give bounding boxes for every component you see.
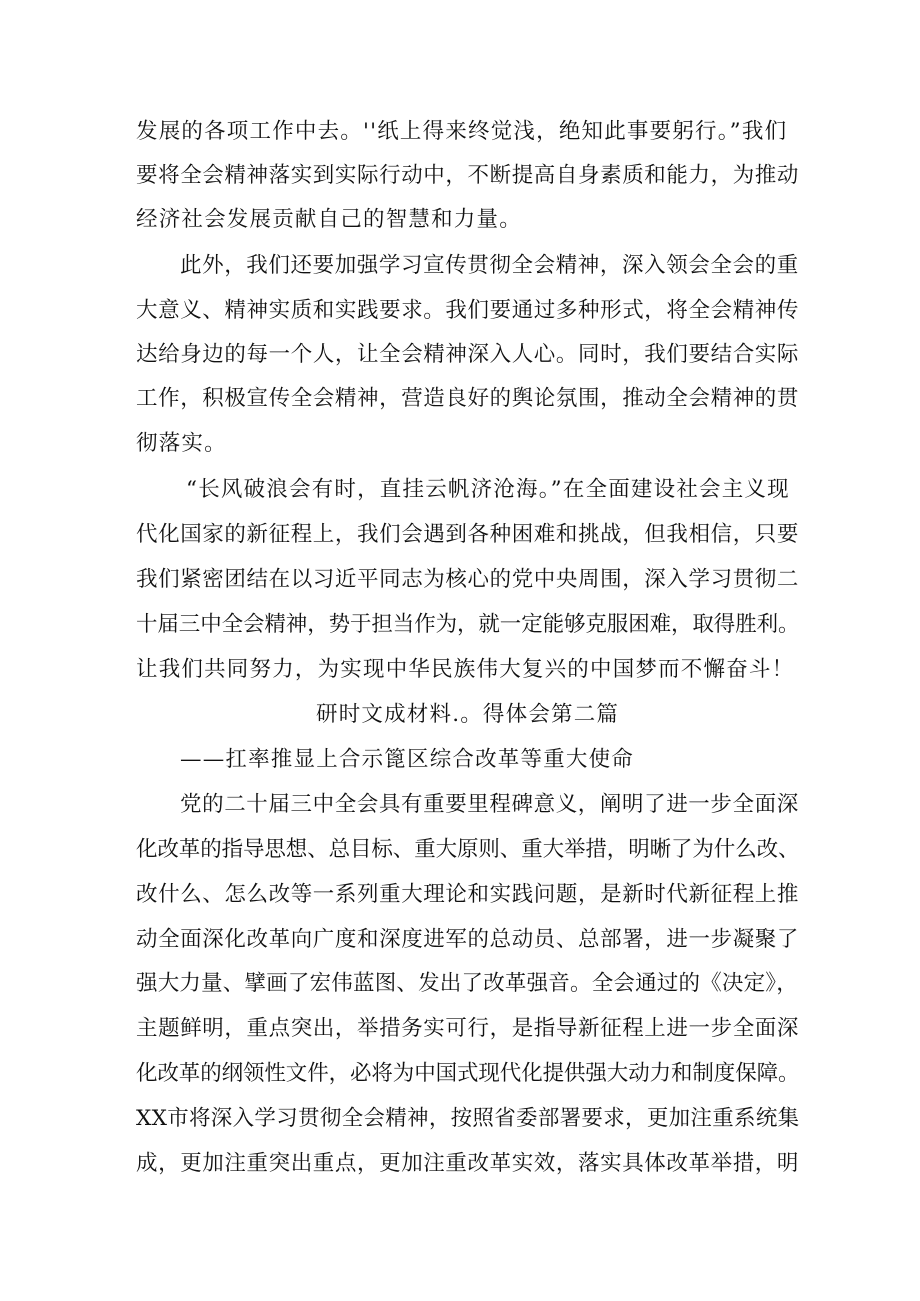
paragraph-4-line-5: 强大力量、擘画了宏伟蓝图、发出了改革强音。全会通过的《决定》， <box>136 971 798 996</box>
paragraph-3-line-3: 我们紧密团结在以习近平同志为核心的党中央周围，深入学习贯彻二 <box>136 567 800 592</box>
paragraph-1-line-3: 经济社会发展贡献自己的智慧和力量。 <box>136 207 522 232</box>
paragraph-2-line-2: 大意义、精神实质和实践要求。我们要通过多种形式，将全会精神传 <box>136 298 800 323</box>
paragraph-2-line-5: 彻落实。 <box>136 431 227 456</box>
paragraph-4-line-2: 化改革的指导思想、总目标、重大原则、重大举措，明晰了为什么改、 <box>136 837 800 862</box>
paragraph-1-line-2: 要将全会精神落实到实际行动中，不断提高自身素质和能力，为推动 <box>136 163 800 188</box>
paragraph-3-line-2: 代化国家的新征程上，我们会遇到各种困难和挑战，但我相信，只要 <box>136 522 800 547</box>
paragraph-4-line-6: 主题鲜明，重点突出，举措务实可行，是指导新征程上进一步全面深 <box>136 1016 800 1041</box>
paragraph-4-line-8: XX市将深入学习贯彻全会精神，按照省委部署要求，更加注重系统集 <box>136 1106 800 1131</box>
paragraph-3-line-1: “长风破浪会有时，直挂云帆济沧海。”在全面建设社会主义现 <box>186 477 790 502</box>
paragraph-4-line-1: 党的二十届三中全会具有重要里程碑意义，阐明了进一步全面深 <box>180 792 799 817</box>
paragraph-4-line-4: 动全面深化改革向广度和深度进军的总动员、总部署，进一步凝聚了 <box>136 927 800 952</box>
paragraph-2-line-1: 此外，我们还要加强学习宣传贯彻全会精神，深入领会全会的重 <box>180 253 799 278</box>
section-subtitle: ——扛率推显上合示篦区综合改革等重大使命 <box>180 747 635 772</box>
paragraph-3-line-5: 让我们共同努力，为实现中华民族伟大复兴的中国梦而不懈奋斗！ <box>136 657 795 682</box>
paragraph-2-line-4: 工作，积极宣传全会精神，营造良好的舆论氛围，推动全会精神的贯 <box>136 386 800 411</box>
paragraph-1-line-1: 发展的各项工作中去。''纸上得来终觉浅，绝知此事要躬行。”我们 <box>136 119 788 144</box>
paragraph-4-line-3: 改什么、怎么改等一系列重大理论和实践问题，是新时代新征程上推 <box>136 882 800 907</box>
section-title: 研时文成材料.。得体会第二篇 <box>316 702 620 727</box>
paragraph-4-line-7: 化改革的纲领性文件，必将为中国式现代化提供强大动力和制度保障。 <box>136 1061 800 1086</box>
paragraph-3-line-4: 十届三中全会精神，势于担当作为，就一定能够克服困难，取得胜利。 <box>136 612 800 637</box>
paragraph-4-line-9: 成，更加注重突出重点，更加注重改革实效，落实具体改革举措，明 <box>136 1151 800 1176</box>
paragraph-2-line-3: 达给身边的每一个人，让全会精神深入人心。同时，我们要结合实际 <box>136 342 800 367</box>
